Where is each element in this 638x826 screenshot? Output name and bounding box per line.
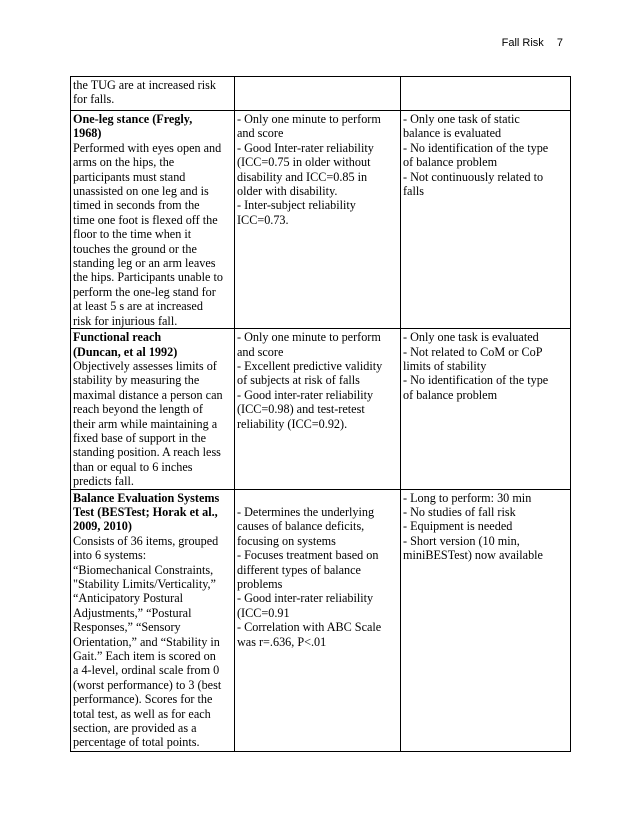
cell-text-line: stability by measuring the [73,373,200,388]
cell-text-line: - Not related to CoM or CoP [403,344,543,359]
table-row [71,329,571,489]
cell-text-line: of balance problem [403,155,498,170]
cell-text-line: different types of balance [237,562,361,577]
limitations-cell [401,329,571,489]
cell-text-line: of subjects at risk of falls [237,373,360,388]
running-head-title: Fall Risk [501,37,544,49]
cell-text-line: at least 5 s are at increased [73,299,203,314]
cell-text-line: the hips. Participants unable to [73,270,223,285]
cell-text-line: performance). Scores for the [73,692,213,707]
cell-text-line: - Not continuously related to [403,169,544,184]
cell-text-line: disability and ICC=0.85 in [237,169,368,184]
table-body [71,77,571,752]
cell-text-line: a 4-level, ordinal scale from 0 [73,663,220,678]
cell-text-line: section, are provided as a [73,721,197,736]
cell-text-line: problems [237,577,283,591]
page-number: 7 [556,37,563,49]
cell-text-line: - Short version (10 min, [403,533,520,548]
cell-text-line: “Anticipatory Postural [73,591,184,606]
cell-text-line: - Only one task of static [403,112,520,126]
limitations-cell [401,77,571,111]
advantages-cell [235,489,401,751]
cell-text-line: maximal distance a person can [73,387,223,402]
test-name-line: 1968) [73,126,102,141]
cell-text-line: causes of balance deficits, [237,519,365,534]
limitations-cell [401,489,571,751]
cell-text-line: - Only one task is evaluated [403,330,539,345]
cell-text-line: - Excellent predictive validity [237,358,383,373]
cell-text-line: - Determines the underlying [237,504,375,519]
cell-text-line: (ICC=0.98) and test-retest [237,402,365,417]
advantages-cell [235,77,401,111]
table-row [71,489,571,751]
cell-text-line: miniBESTest) now available [403,548,543,563]
cell-text-line: (worst performance) to 3 (best [73,677,222,692]
cell-text-line: for falls. [73,92,115,107]
cell-text-line: into 6 systems: [73,548,147,563]
cell-text-line: time one foot is flexed off the [73,212,218,227]
cell-text-line: and score [237,126,284,141]
test-name-line: Test (BESTest; Horak et al., [73,504,218,519]
cell-text-line: Adjustments,” “Postural [73,605,192,620]
cell-text-line: standing leg or an arm leaves [73,256,216,271]
cell-text-line: balance is evaluated [403,126,502,141]
cell-text-line: Gait.” Each item is scored on [73,649,216,664]
test-description-cell [71,111,235,329]
cell-text-line: - Long to perform: 30 min [403,490,532,505]
test-description-cell [71,77,235,111]
cell-text-line: Responses,” “Sensory [73,620,181,635]
cell-text-line: reach beyond the length of [73,402,203,417]
cell-text-line: touches the ground or the [73,241,197,256]
advantages-cell [235,329,401,489]
cell-text-line: percentage of total points. [73,735,200,750]
cell-text-line: limits of stability [403,358,487,373]
cell-text-line: Performed with eyes open and [73,140,222,155]
cell-text-line: Orientation,” and “Stability in [73,634,220,649]
cell-text-line: Consists of 36 items, grouped [73,533,219,548]
limitations-cell [401,111,571,329]
cell-text-line [237,491,397,505]
cell-text-line: predicts fall. [73,474,134,489]
cell-text-line: - Focuses treatment based on [237,548,379,563]
test-name-line: (Duncan, et al 1992) [73,344,178,359]
cell-text-line: ICC=0.73. [237,212,289,227]
cell-text-line: - Only one minute to perform [237,112,381,126]
cell-text-line: falls [403,184,424,199]
cell-text-line: participants must stand [73,169,186,184]
cell-text-line: - Good inter-rater reliability [237,387,374,402]
test-name-line: Functional reach [73,330,162,345]
cell-text-line: - Equipment is needed [403,519,513,534]
cell-text-line: timed in seconds from the [73,198,200,213]
cell-text-line: than or equal to 6 inches [73,459,193,474]
advantages-cell [235,111,401,329]
cell-text-line: “Biomechanical Constraints, [73,562,214,577]
table-row [71,111,571,329]
cell-text-line: their arm while maintaining a [73,416,218,431]
cell-text-line: unassisted on one leg and is [73,184,209,199]
cell-text-line: - Correlation with ABC Scale [237,620,382,635]
cell-text-line: the TUG are at increased risk [73,78,216,92]
running-head [499,37,563,49]
cell-text-line: (ICC=0.75 in older without [237,155,371,170]
cell-text-line: older with disability. [237,184,338,199]
cell-text-line: perform the one-leg stand for [73,284,216,299]
cell-text-line: risk for injurious fall. [73,313,178,328]
cell-text-line: - No identification of the type [403,373,549,388]
cell-text-line: (ICC=0.91 [237,605,290,620]
test-description-cell [71,489,235,751]
fall-risk-assessment-table [70,76,571,752]
cell-text-line: - Good inter-rater reliability [237,591,374,606]
cell-text-line: - Good Inter-rater reliability [237,140,374,155]
cell-text-line: - No identification of the type [403,140,549,155]
cell-text-line: Objectively assesses limits of [73,358,217,373]
test-name-line: One-leg stance (Fregly, [73,112,193,126]
cell-text-line: - No studies of fall risk [403,504,516,519]
table-row [71,77,571,111]
cell-text-line: fixed base of support in the [73,430,207,445]
cell-text-line: - Inter-subject reliability [237,198,356,213]
cell-text-line: - Only one minute to perform [237,330,381,345]
cell-text-line: total test, as well as for each [73,706,211,721]
cell-text-line: "Stability Limits/Verticality,” [73,577,216,591]
cell-text-line: floor to the time when it [73,227,192,242]
cell-text-line: reliability (ICC=0.92). [237,416,348,431]
cell-text-line: focusing on systems [237,533,336,548]
cell-text-line: standing position. A reach less [73,445,221,460]
test-name-line: 2009, 2010) [73,519,132,534]
test-description-cell [71,329,235,489]
cell-text-line: of balance problem [403,387,498,402]
test-name-line: Balance Evaluation Systems [73,490,220,505]
cell-text-line: arms on the hips, the [73,155,175,170]
cell-text-line: and score [237,344,284,359]
cell-text-line: was r=.636, P<.01 [237,634,327,649]
